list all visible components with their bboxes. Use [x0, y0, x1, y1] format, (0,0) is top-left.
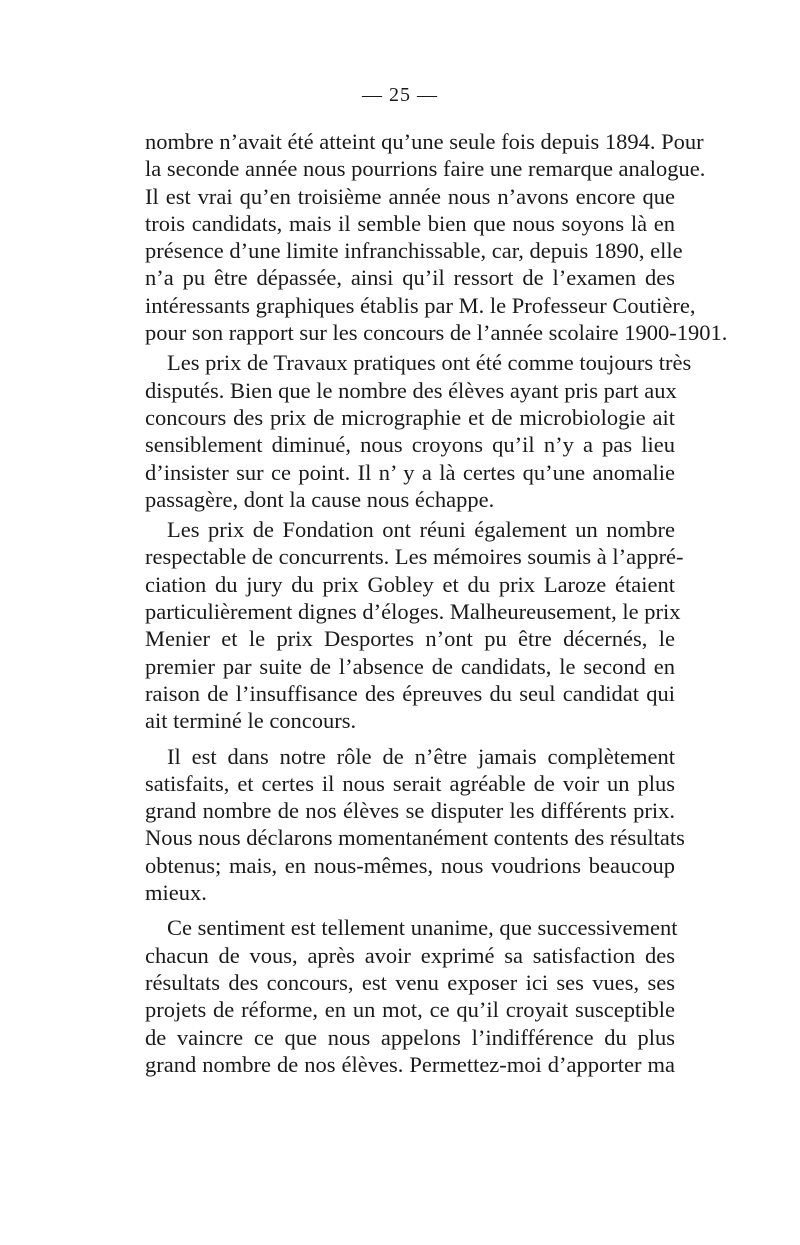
text-line: de vaincre ce que nous appelons l’indifférence du plus: [145, 1024, 675, 1050]
text-line: respectable de concurrents. Les mémoires soumis à l’appré-: [145, 544, 684, 570]
text-line: grand nombre de nos élèves se disputer les différents prix.: [145, 798, 675, 824]
text-line: ciation du jury du prix Gobley et du prix Laroze étaient: [145, 571, 675, 597]
text-line: concours des prix de micrographie et de microbiologie ait: [145, 404, 675, 430]
text-line: raison de l’insuffisance des épreuves du seul candidat qui: [145, 680, 675, 706]
text-line: nombre n’avait été atteint qu’une seule fois depuis 1894. Pour: [145, 129, 704, 154]
text-line: Les prix de Travaux pratiques ont été comme toujours très: [167, 350, 692, 376]
text-line: disputés. Bien que le nombre des élèves ayant pris part aux: [145, 377, 677, 403]
text-line: satisfaits, et certes il nous serait agréable de voir un plus: [145, 770, 675, 796]
text-line: d’insister sur ce point. Il n’ y a là certes qu’une anomalie: [145, 459, 675, 485]
text-line: passagère, dont la cause nous échappe.: [145, 486, 495, 512]
text-line: Nous nous déclarons momentanément contents des résultats: [145, 825, 685, 851]
text-line: la seconde année nous pourrions faire une remarque analogue.: [145, 156, 706, 182]
text-line: sensiblement diminué, nous croyons qu’il n’y a pas lieu: [145, 432, 675, 458]
text-line: Ce sentiment est tellement unanime, que successivement: [167, 915, 678, 941]
text-line: projets de réforme, en un mot, ce qu’il croyait susceptible: [145, 997, 675, 1023]
body-text: [145, 128, 728, 1081]
paragraph-3: [145, 516, 684, 734]
text-line: premier par suite de l’absence de candidats, le second en: [145, 653, 675, 679]
text-line: intéressants graphiques établis par M. le Professeur Coutière,: [145, 292, 696, 318]
paragraph-5: [145, 914, 678, 1078]
text-line: résultats des concours, est venu exposer ici ses vues, ses: [145, 969, 675, 995]
paragraph-4: [145, 743, 685, 907]
text-line: obtenus; mais, en nous-mêmes, nous voudrions beaucoup: [145, 852, 675, 878]
text-line: présence d’une limite infranchissable, car, depuis 1890, elle: [145, 238, 683, 264]
text-line: Menier et le prix Desportes n’ont pu être décernés, le: [145, 626, 675, 652]
text-line: chacun de vous, après avoir exprimé sa satisfaction des: [145, 942, 675, 968]
text-line: mieux.: [145, 880, 207, 906]
paragraph-2: [145, 349, 692, 513]
page-number: — 25 —: [362, 84, 438, 106]
text-line: Il est vrai qu’en troisième année nous n’avons encore que: [145, 183, 675, 209]
text-line: grand nombre de nos élèves. Permettez-moi d’apporter ma: [145, 1051, 675, 1077]
paragraph-1: [145, 128, 728, 346]
text-line: ait terminé le concours.: [145, 708, 357, 734]
text-line: particulièrement dignes d’éloges. Malheureusement, le prix: [145, 599, 681, 625]
text-line: n’a pu être dépassée, ainsi qu’il ressort de l’examen des: [145, 265, 675, 291]
text-line: Les prix de Fondation ont réuni également un nombre: [167, 517, 675, 543]
text-line: trois candidats, mais il semble bien que nous soyons là en: [145, 210, 675, 236]
text-line: Il est dans notre rôle de n’être jamais complètement: [167, 743, 675, 769]
text-line: pour son rapport sur les concours de l’année scolaire 1900-1901.: [145, 320, 728, 346]
